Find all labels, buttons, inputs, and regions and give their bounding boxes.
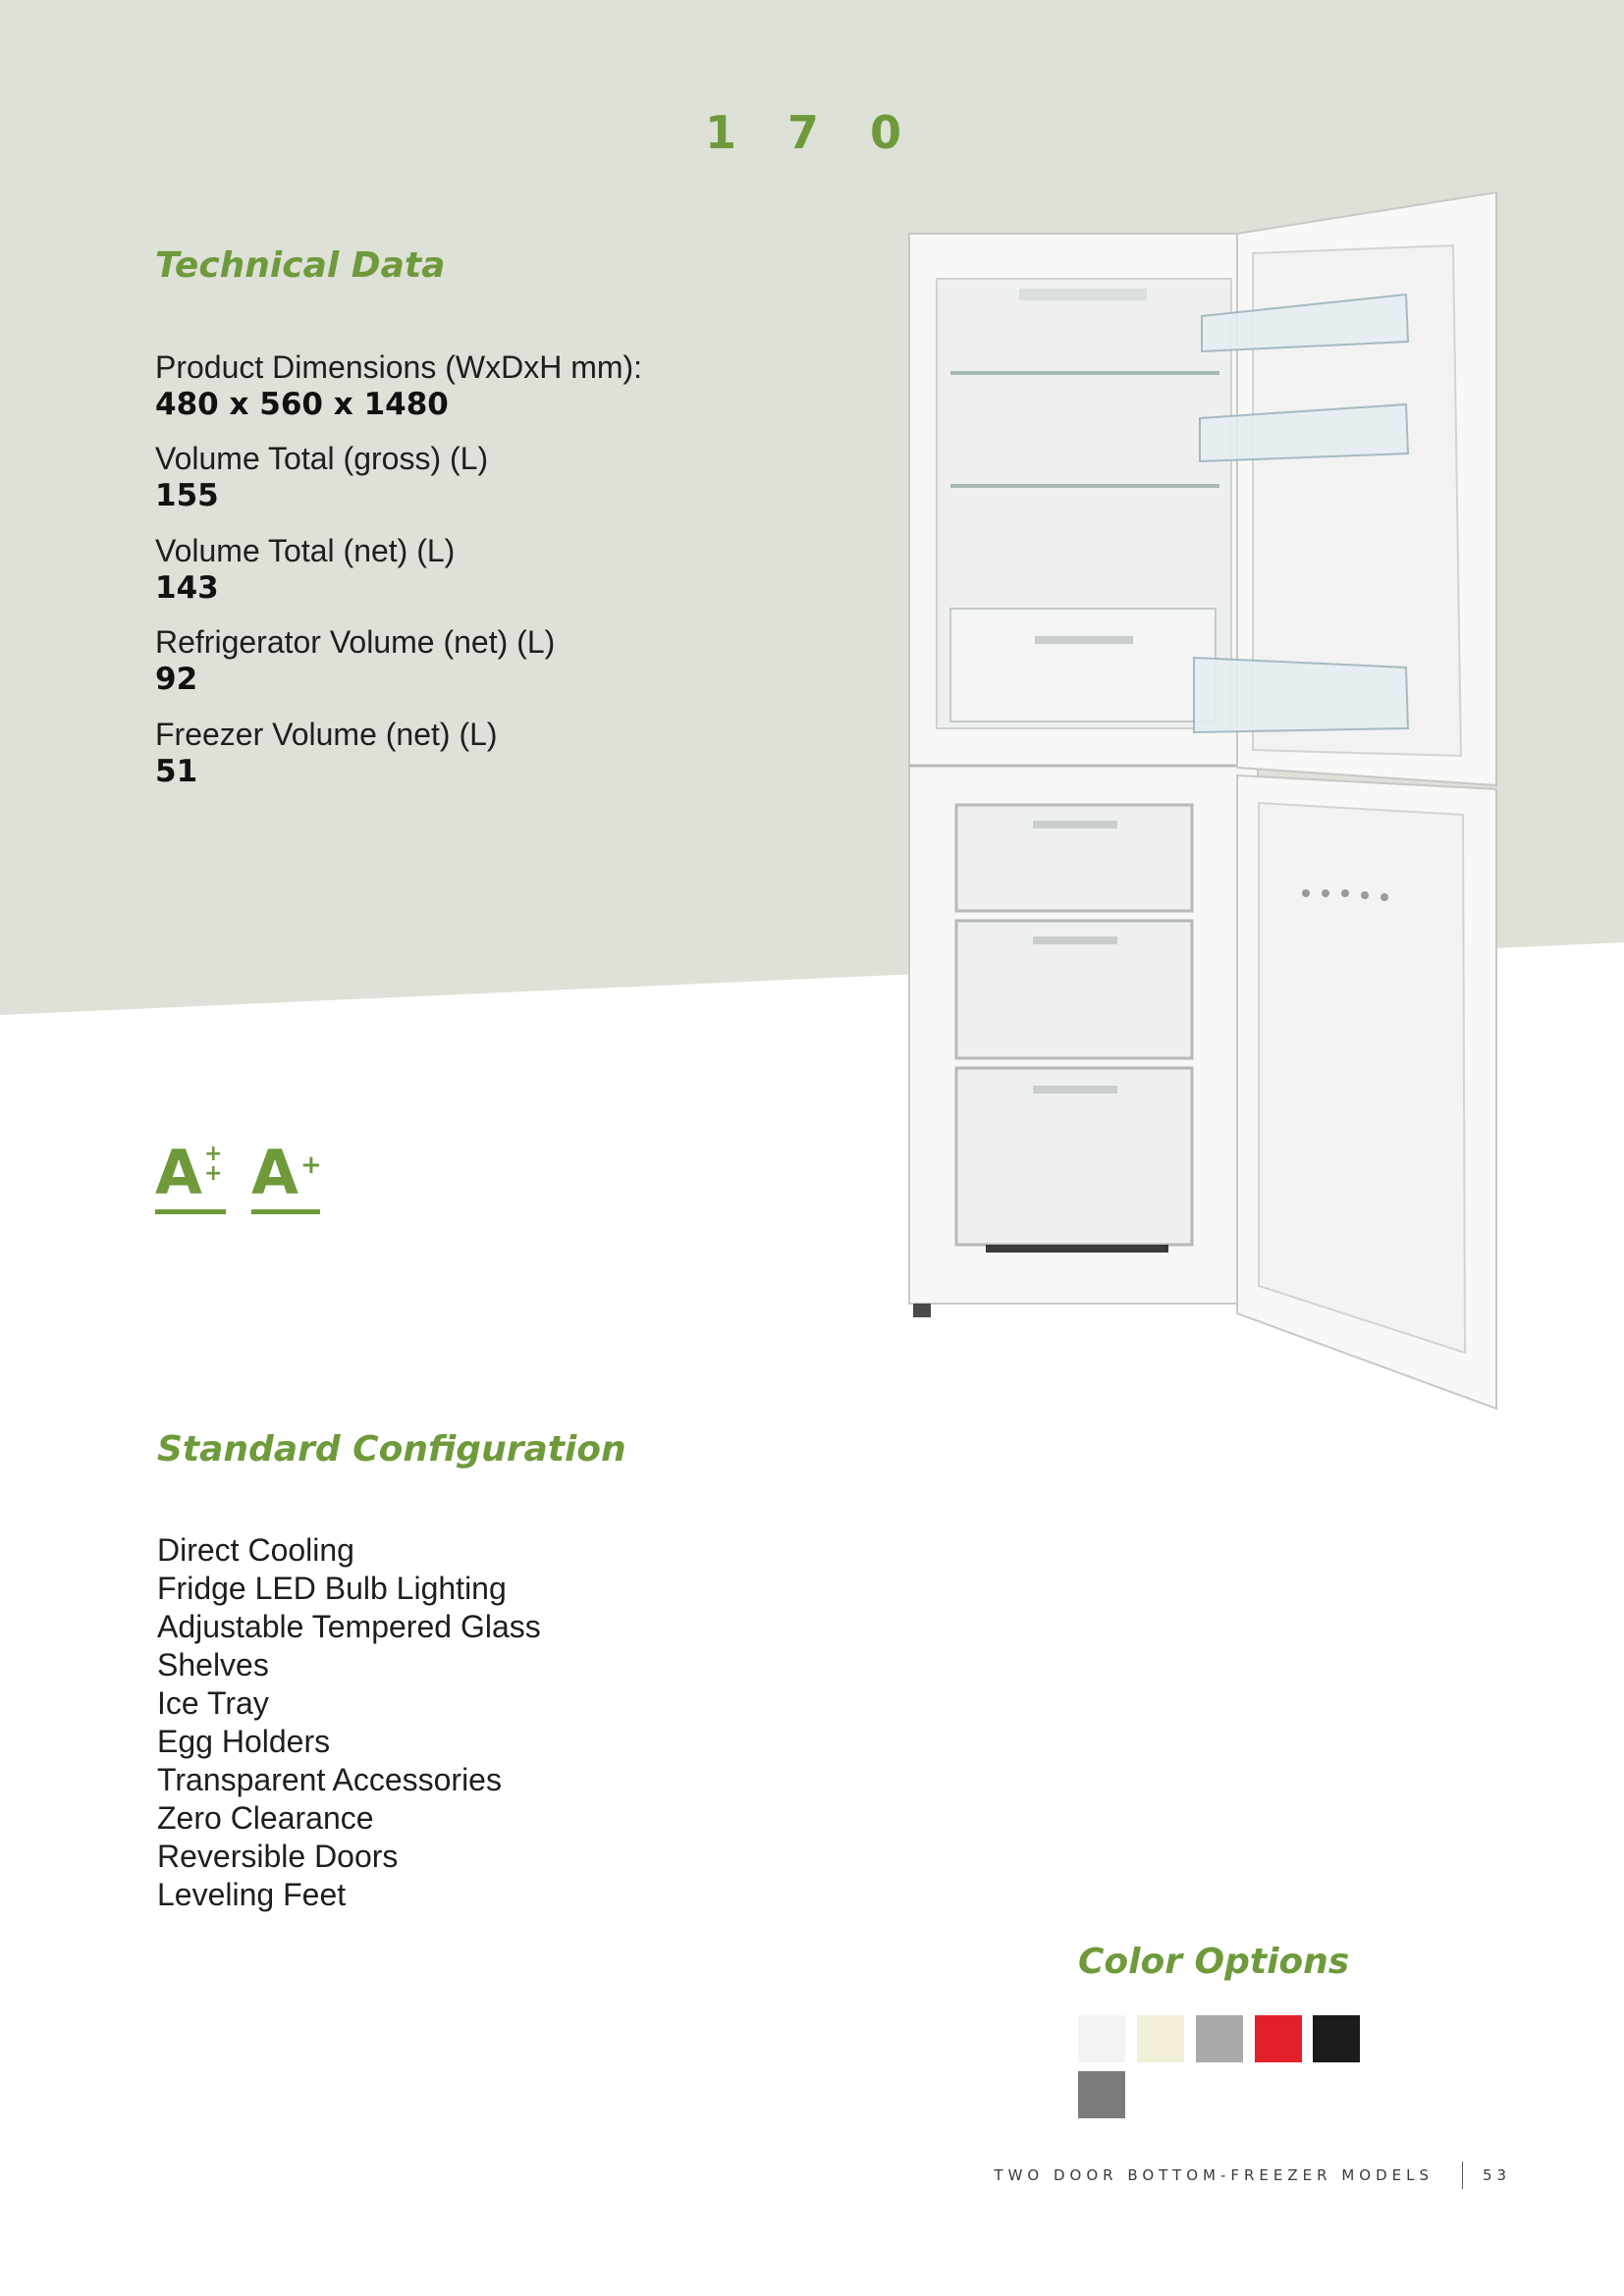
- spec-volume-net: [155, 532, 455, 607]
- leveling-foot: [913, 1304, 931, 1317]
- list-item: Adjustable Tempered Glass: [157, 1609, 541, 1644]
- energy-underline: [155, 1209, 226, 1214]
- standard-configuration-heading: Standard Configuration: [157, 1429, 626, 1469]
- footer-divider: [1462, 2162, 1463, 2189]
- spec-value: 480 x 560 x 1480: [155, 387, 449, 422]
- spec-dimensions: [155, 348, 642, 423]
- energy-letter: A: [251, 1137, 298, 1208]
- list-item: Leveling Feet: [157, 1877, 347, 1912]
- list-item: Reversible Doors: [157, 1839, 399, 1874]
- spec-label: Volume Total (net) (L): [155, 533, 456, 568]
- configuration-list: [157, 1531, 541, 1914]
- energy-plus: + +: [204, 1142, 223, 1186]
- list-item: Shelves: [157, 1647, 269, 1682]
- list-item: Egg Holders: [157, 1724, 331, 1759]
- list-item: Zero Clearance: [157, 1800, 374, 1836]
- spec-label: Volume Total (gross) (L): [155, 441, 489, 476]
- energy-letter: A: [155, 1137, 202, 1208]
- color-options-heading: Color Options: [1078, 1942, 1350, 1982]
- freezer-door: [1237, 775, 1496, 1409]
- fridge-compartment: [937, 279, 1231, 728]
- color-swatch-black[interactable]: [1313, 2015, 1360, 2062]
- energy-plus: +: [300, 1150, 322, 1180]
- spec-freezer-volume: [155, 716, 498, 790]
- spec-value: 92: [155, 662, 198, 697]
- spec-value: 51: [155, 754, 198, 789]
- color-swatch-white[interactable]: [1078, 2015, 1125, 2062]
- fridge-door: [1194, 192, 1496, 785]
- color-swatch-cream[interactable]: [1137, 2015, 1184, 2062]
- model-number: 1 7 0: [704, 106, 920, 159]
- technical-data-heading: Technical Data: [155, 245, 446, 286]
- footer-section-title: TWO DOOR BOTTOM-FREEZER MODELS: [994, 2166, 1434, 2184]
- spec-value: 143: [155, 570, 219, 606]
- list-item: Ice Tray: [157, 1685, 269, 1721]
- spec-label: Freezer Volume (net) (L): [155, 717, 498, 752]
- list-item: Direct Cooling: [157, 1532, 354, 1568]
- spec-label: Product Dimensions (WxDxH mm):: [155, 349, 643, 385]
- energy-underline: [251, 1209, 320, 1214]
- color-swatch-grey[interactable]: [1196, 2015, 1243, 2062]
- spec-volume-gross: [155, 440, 488, 514]
- spec-label: Refrigerator Volume (net) (L): [155, 624, 556, 660]
- color-swatch-red[interactable]: [1255, 2015, 1302, 2062]
- list-item: Fridge LED Bulb Lighting: [157, 1571, 507, 1606]
- spec-refrigerator-volume: [155, 623, 555, 698]
- fridge-image: [903, 187, 1512, 1414]
- color-swatch-stone-grey[interactable]: [1078, 2071, 1125, 2118]
- list-item: Transparent Accessories: [157, 1762, 502, 1797]
- page-number: 53: [1483, 2166, 1512, 2184]
- spec-value: 155: [155, 478, 219, 513]
- freezer-compartment: [956, 805, 1192, 1253]
